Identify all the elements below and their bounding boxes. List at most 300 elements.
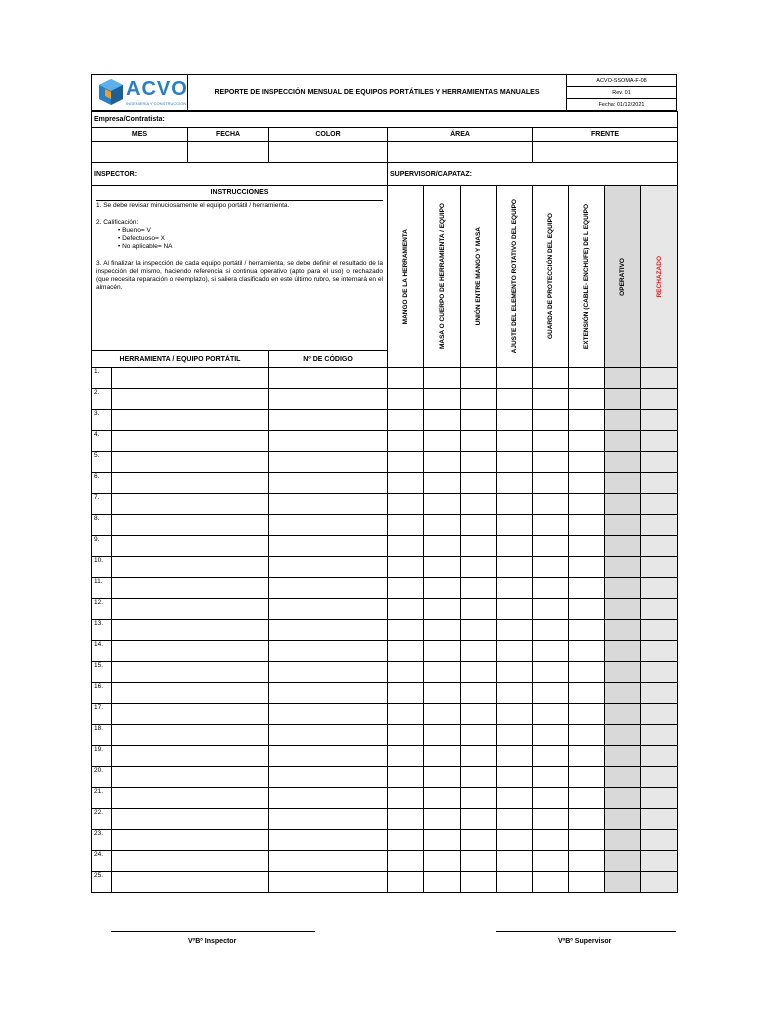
code-cell[interactable]: [269, 788, 388, 809]
document-code: ACVO-SSOMA-F-08: [567, 75, 676, 87]
check-cell[interactable]: [461, 452, 497, 473]
tool-cell[interactable]: [112, 515, 269, 536]
check-cell[interactable]: [424, 368, 461, 389]
check-cell[interactable]: [424, 830, 461, 851]
rechazado-cell[interactable]: [641, 725, 678, 746]
code-cell[interactable]: [269, 473, 388, 494]
row-number: 17.: [92, 704, 112, 725]
code-cell[interactable]: [269, 599, 388, 620]
date-field[interactable]: [188, 142, 269, 163]
check-cell[interactable]: [388, 662, 424, 683]
operativo-cell[interactable]: [605, 767, 641, 788]
operativo-cell[interactable]: [605, 872, 641, 893]
code-cell[interactable]: [269, 431, 388, 452]
operativo-cell[interactable]: [605, 641, 641, 662]
check-cell[interactable]: [461, 557, 497, 578]
check-cell[interactable]: [424, 536, 461, 557]
check-cell[interactable]: [533, 431, 569, 452]
check-cell[interactable]: [497, 872, 533, 893]
rechazado-cell[interactable]: [641, 389, 678, 410]
check-cell[interactable]: [569, 809, 605, 830]
document-codes: [566, 75, 676, 110]
check-cell[interactable]: [569, 788, 605, 809]
check-cell[interactable]: [388, 494, 424, 515]
tool-cell[interactable]: [112, 767, 269, 788]
check-cell[interactable]: [569, 431, 605, 452]
check-cell[interactable]: [533, 662, 569, 683]
operativo-cell[interactable]: [605, 536, 641, 557]
check-cell[interactable]: [461, 515, 497, 536]
table-row: [92, 410, 678, 431]
check-cell[interactable]: [533, 767, 569, 788]
inspector-signature-label: VºBº Inspector: [188, 938, 237, 945]
rechazado-cell[interactable]: [641, 830, 678, 851]
check-cell[interactable]: [424, 809, 461, 830]
tool-cell[interactable]: [112, 452, 269, 473]
tool-cell[interactable]: [112, 578, 269, 599]
check-cell[interactable]: [388, 851, 424, 872]
check-cell[interactable]: [424, 389, 461, 410]
rechazado-cell[interactable]: [641, 809, 678, 830]
code-cell[interactable]: [269, 809, 388, 830]
tool-cell[interactable]: [112, 725, 269, 746]
col-operativo: OPERATIVO: [605, 186, 641, 368]
rechazado-cell[interactable]: [641, 746, 678, 767]
rechazado-cell[interactable]: [641, 536, 678, 557]
color-field[interactable]: [269, 142, 388, 163]
check-cell[interactable]: [424, 599, 461, 620]
row-number: 11.: [92, 578, 112, 599]
check-cell[interactable]: [497, 851, 533, 872]
check-cell[interactable]: [388, 830, 424, 851]
check-cell[interactable]: [461, 767, 497, 788]
table-row: [92, 536, 678, 557]
check-cell[interactable]: [569, 494, 605, 515]
code-cell[interactable]: [269, 683, 388, 704]
check-cell[interactable]: [388, 746, 424, 767]
check-cell[interactable]: [569, 389, 605, 410]
tool-cell[interactable]: [112, 557, 269, 578]
check-cell[interactable]: [388, 536, 424, 557]
check-cell[interactable]: [533, 725, 569, 746]
operativo-cell[interactable]: [605, 683, 641, 704]
code-cell[interactable]: [269, 494, 388, 515]
table-row: [92, 578, 678, 599]
code-cell[interactable]: [269, 830, 388, 851]
operativo-cell[interactable]: [605, 746, 641, 767]
instruction-2: 2. Calificación: • Bueno= V • Defectuoso= X • No aplicable= NA: [96, 218, 173, 250]
check-cell[interactable]: [569, 851, 605, 872]
check-cell[interactable]: [533, 368, 569, 389]
rechazado-cell[interactable]: [641, 494, 678, 515]
front-header: FRENTE: [533, 128, 678, 142]
col-guarda: GUARDA DE PROTECCIÓN DEL EQUIPO: [533, 186, 569, 368]
check-cell[interactable]: [569, 599, 605, 620]
operativo-cell[interactable]: [605, 830, 641, 851]
check-cell[interactable]: [533, 641, 569, 662]
check-cell[interactable]: [497, 368, 533, 389]
check-cell[interactable]: [461, 620, 497, 641]
operativo-cell[interactable]: [605, 515, 641, 536]
check-cell[interactable]: [388, 410, 424, 431]
check-cell[interactable]: [533, 536, 569, 557]
code-cell[interactable]: [269, 452, 388, 473]
check-cell[interactable]: [533, 872, 569, 893]
row-number: 19.: [92, 746, 112, 767]
code-cell[interactable]: [269, 557, 388, 578]
check-cell[interactable]: [388, 515, 424, 536]
check-cell[interactable]: [569, 536, 605, 557]
operativo-cell[interactable]: [605, 788, 641, 809]
inspector-signature-line[interactable]: [111, 931, 315, 932]
check-cell[interactable]: [424, 725, 461, 746]
check-cell[interactable]: [533, 557, 569, 578]
check-cell[interactable]: [388, 557, 424, 578]
check-cell[interactable]: [497, 473, 533, 494]
check-cell[interactable]: [424, 452, 461, 473]
check-cell[interactable]: [388, 431, 424, 452]
check-cell[interactable]: [569, 767, 605, 788]
table-row: [92, 620, 678, 641]
table-row: [92, 725, 678, 746]
check-cell[interactable]: [461, 725, 497, 746]
check-cell[interactable]: [461, 704, 497, 725]
check-cell[interactable]: [569, 872, 605, 893]
tool-cell[interactable]: [112, 599, 269, 620]
check-cell[interactable]: [424, 494, 461, 515]
area-header: ÁREA: [388, 128, 533, 142]
check-cell[interactable]: [497, 662, 533, 683]
code-cell[interactable]: [269, 767, 388, 788]
check-cell[interactable]: [461, 872, 497, 893]
check-cell[interactable]: [533, 788, 569, 809]
check-cell[interactable]: [424, 473, 461, 494]
supervisor-field[interactable]: SUPERVISOR/CAPATAZ:: [388, 163, 678, 186]
check-cell[interactable]: [424, 788, 461, 809]
check-cell[interactable]: [424, 515, 461, 536]
code-header: Nº DE CÓDIGO: [269, 351, 388, 368]
code-cell[interactable]: [269, 368, 388, 389]
check-cell[interactable]: [388, 452, 424, 473]
check-cell[interactable]: [461, 788, 497, 809]
check-cell[interactable]: [569, 578, 605, 599]
tool-cell[interactable]: [112, 536, 269, 557]
check-cell[interactable]: [388, 767, 424, 788]
code-cell[interactable]: [269, 641, 388, 662]
check-cell[interactable]: [424, 767, 461, 788]
check-cell[interactable]: [533, 746, 569, 767]
check-cell[interactable]: [497, 725, 533, 746]
code-cell[interactable]: [269, 851, 388, 872]
check-cell[interactable]: [388, 704, 424, 725]
operativo-cell[interactable]: [605, 578, 641, 599]
check-cell[interactable]: [461, 431, 497, 452]
row-number: 18.: [92, 725, 112, 746]
check-cell[interactable]: [533, 578, 569, 599]
rechazado-cell[interactable]: [641, 578, 678, 599]
check-cell[interactable]: [569, 641, 605, 662]
check-cell[interactable]: [569, 830, 605, 851]
check-cell[interactable]: [569, 662, 605, 683]
check-cell[interactable]: [569, 452, 605, 473]
check-cell[interactable]: [569, 704, 605, 725]
check-cell[interactable]: [461, 641, 497, 662]
check-cell[interactable]: [388, 599, 424, 620]
check-cell[interactable]: [424, 431, 461, 452]
row-number: 5.: [92, 452, 112, 473]
date-header: FECHA: [188, 128, 269, 142]
operativo-cell[interactable]: [605, 473, 641, 494]
row-number: 3.: [92, 410, 112, 431]
check-cell[interactable]: [533, 830, 569, 851]
check-cell[interactable]: [497, 704, 533, 725]
tool-cell[interactable]: [112, 473, 269, 494]
check-cell[interactable]: [497, 641, 533, 662]
operativo-cell[interactable]: [605, 368, 641, 389]
table-row: [92, 515, 678, 536]
table-row: [92, 641, 678, 662]
check-cell[interactable]: [533, 704, 569, 725]
supervisor-signature-label: VºBº Supervisor: [558, 938, 612, 945]
rechazado-cell[interactable]: [641, 683, 678, 704]
rechazado-cell[interactable]: [641, 410, 678, 431]
table-row: [92, 494, 678, 515]
check-cell[interactable]: [461, 473, 497, 494]
operativo-cell[interactable]: [605, 851, 641, 872]
rechazado-cell[interactable]: [641, 872, 678, 893]
check-cell[interactable]: [533, 620, 569, 641]
operativo-cell[interactable]: [605, 389, 641, 410]
logo-text: ACVO: [126, 78, 188, 100]
rechazado-cell[interactable]: [641, 767, 678, 788]
rechazado-cell[interactable]: [641, 788, 678, 809]
check-cell[interactable]: [497, 431, 533, 452]
rechazado-cell[interactable]: [641, 704, 678, 725]
tool-cell[interactable]: [112, 683, 269, 704]
tool-cell[interactable]: [112, 494, 269, 515]
check-cell[interactable]: [569, 683, 605, 704]
rechazado-cell[interactable]: [641, 641, 678, 662]
check-cell[interactable]: [569, 746, 605, 767]
operativo-cell[interactable]: [605, 431, 641, 452]
check-cell[interactable]: [388, 620, 424, 641]
check-cell[interactable]: [461, 851, 497, 872]
operativo-cell[interactable]: [605, 494, 641, 515]
company-field[interactable]: Empresa/Contratista:: [92, 112, 678, 128]
tool-cell[interactable]: [112, 830, 269, 851]
tool-cell[interactable]: [112, 872, 269, 893]
month-field[interactable]: [92, 142, 188, 163]
check-cell[interactable]: [388, 641, 424, 662]
check-cell[interactable]: [533, 683, 569, 704]
check-cell[interactable]: [461, 494, 497, 515]
check-cell[interactable]: [569, 557, 605, 578]
supervisor-signature-line[interactable]: [496, 931, 676, 932]
table-row: [92, 851, 678, 872]
check-cell[interactable]: [497, 515, 533, 536]
check-cell[interactable]: [497, 557, 533, 578]
check-cell[interactable]: [533, 410, 569, 431]
check-cell[interactable]: [497, 683, 533, 704]
rechazado-cell[interactable]: [641, 452, 678, 473]
check-cell[interactable]: [424, 662, 461, 683]
check-cell[interactable]: [497, 536, 533, 557]
row-number: 10.: [92, 557, 112, 578]
check-cell[interactable]: [533, 809, 569, 830]
tool-cell[interactable]: [112, 368, 269, 389]
code-cell[interactable]: [269, 662, 388, 683]
check-cell[interactable]: [461, 599, 497, 620]
check-cell[interactable]: [497, 599, 533, 620]
table-row: [92, 830, 678, 851]
check-cell[interactable]: [569, 410, 605, 431]
check-cell[interactable]: [569, 515, 605, 536]
inspection-form: [91, 74, 677, 893]
code-cell[interactable]: [269, 620, 388, 641]
tool-header: HERRAMIENTA / EQUIPO PORTÁTIL: [92, 351, 269, 368]
check-cell[interactable]: [497, 830, 533, 851]
check-cell[interactable]: [388, 473, 424, 494]
operativo-cell[interactable]: [605, 452, 641, 473]
check-cell[interactable]: [497, 494, 533, 515]
inspector-field[interactable]: INSPECTOR:: [92, 163, 388, 186]
check-cell[interactable]: [461, 578, 497, 599]
check-cell[interactable]: [461, 368, 497, 389]
check-cell[interactable]: [533, 599, 569, 620]
table-row: [92, 767, 678, 788]
code-cell[interactable]: [269, 578, 388, 599]
check-cell[interactable]: [388, 872, 424, 893]
operativo-cell[interactable]: [605, 410, 641, 431]
tool-cell[interactable]: [112, 662, 269, 683]
check-cell[interactable]: [569, 368, 605, 389]
code-cell[interactable]: [269, 515, 388, 536]
check-cell[interactable]: [533, 851, 569, 872]
check-cell[interactable]: [569, 620, 605, 641]
rechazado-cell[interactable]: [641, 620, 678, 641]
table-row: [92, 452, 678, 473]
rechazado-cell[interactable]: [641, 368, 678, 389]
row-number: 12.: [92, 599, 112, 620]
check-cell[interactable]: [497, 746, 533, 767]
check-cell[interactable]: [388, 725, 424, 746]
check-cell[interactable]: [388, 788, 424, 809]
operativo-cell[interactable]: [605, 725, 641, 746]
code-cell[interactable]: [269, 410, 388, 431]
rechazado-cell[interactable]: [641, 662, 678, 683]
tool-cell[interactable]: [112, 704, 269, 725]
inspection-table: [91, 111, 678, 893]
check-cell[interactable]: [424, 578, 461, 599]
rechazado-cell[interactable]: [641, 431, 678, 452]
check-cell[interactable]: [497, 788, 533, 809]
code-cell[interactable]: [269, 872, 388, 893]
check-cell[interactable]: [424, 557, 461, 578]
row-number: 15.: [92, 662, 112, 683]
check-cell[interactable]: [533, 389, 569, 410]
code-cell[interactable]: [269, 704, 388, 725]
tool-cell[interactable]: [112, 431, 269, 452]
rechazado-cell[interactable]: [641, 851, 678, 872]
check-cell[interactable]: [497, 410, 533, 431]
check-cell[interactable]: [497, 578, 533, 599]
tool-cell[interactable]: [112, 746, 269, 767]
check-cell[interactable]: [533, 494, 569, 515]
tool-cell[interactable]: [112, 809, 269, 830]
tool-cell[interactable]: [112, 620, 269, 641]
operativo-cell[interactable]: [605, 662, 641, 683]
check-cell[interactable]: [388, 683, 424, 704]
check-cell[interactable]: [569, 473, 605, 494]
logo-subtitle: INGENIERÍA Y CONSTRUCCIÓN: [126, 101, 187, 106]
tool-cell[interactable]: [112, 851, 269, 872]
check-cell[interactable]: [461, 746, 497, 767]
rechazado-cell[interactable]: [641, 599, 678, 620]
operativo-cell[interactable]: [605, 620, 641, 641]
check-cell[interactable]: [424, 683, 461, 704]
check-cell[interactable]: [424, 851, 461, 872]
tool-cell[interactable]: [112, 389, 269, 410]
code-cell[interactable]: [269, 725, 388, 746]
check-cell[interactable]: [461, 809, 497, 830]
operativo-cell[interactable]: [605, 557, 641, 578]
check-cell[interactable]: [533, 452, 569, 473]
area-field[interactable]: [388, 142, 533, 163]
check-cell[interactable]: [461, 536, 497, 557]
check-cell[interactable]: [424, 746, 461, 767]
check-cell[interactable]: [533, 515, 569, 536]
check-cell[interactable]: [569, 725, 605, 746]
code-cell[interactable]: [269, 389, 388, 410]
rechazado-cell[interactable]: [641, 557, 678, 578]
tool-cell[interactable]: [112, 788, 269, 809]
operativo-cell[interactable]: [605, 809, 641, 830]
check-cell[interactable]: [497, 389, 533, 410]
check-cell[interactable]: [461, 389, 497, 410]
company-logo: [92, 75, 188, 110]
check-cell[interactable]: [424, 620, 461, 641]
col-masa: MASA O CUERPO DE HERRAMIENTA / EQUIPO: [424, 186, 461, 368]
check-cell[interactable]: [388, 809, 424, 830]
rechazado-cell[interactable]: [641, 515, 678, 536]
check-cell[interactable]: [497, 452, 533, 473]
check-cell[interactable]: [497, 620, 533, 641]
check-cell[interactable]: [424, 410, 461, 431]
code-cell[interactable]: [269, 536, 388, 557]
check-cell[interactable]: [388, 578, 424, 599]
operativo-cell[interactable]: [605, 704, 641, 725]
table-row: [92, 557, 678, 578]
check-cell[interactable]: [424, 641, 461, 662]
check-cell[interactable]: [388, 389, 424, 410]
code-cell[interactable]: [269, 746, 388, 767]
operativo-cell[interactable]: [605, 599, 641, 620]
rechazado-cell[interactable]: [641, 473, 678, 494]
front-field[interactable]: [533, 142, 678, 163]
check-cell[interactable]: [461, 830, 497, 851]
check-cell[interactable]: [388, 368, 424, 389]
check-cell[interactable]: [461, 662, 497, 683]
check-cell[interactable]: [424, 872, 461, 893]
check-cell[interactable]: [424, 704, 461, 725]
check-cell[interactable]: [461, 683, 497, 704]
check-cell[interactable]: [461, 410, 497, 431]
tool-cell[interactable]: [112, 410, 269, 431]
tool-cell[interactable]: [112, 641, 269, 662]
check-cell[interactable]: [497, 767, 533, 788]
check-cell[interactable]: [497, 809, 533, 830]
check-cell[interactable]: [533, 473, 569, 494]
